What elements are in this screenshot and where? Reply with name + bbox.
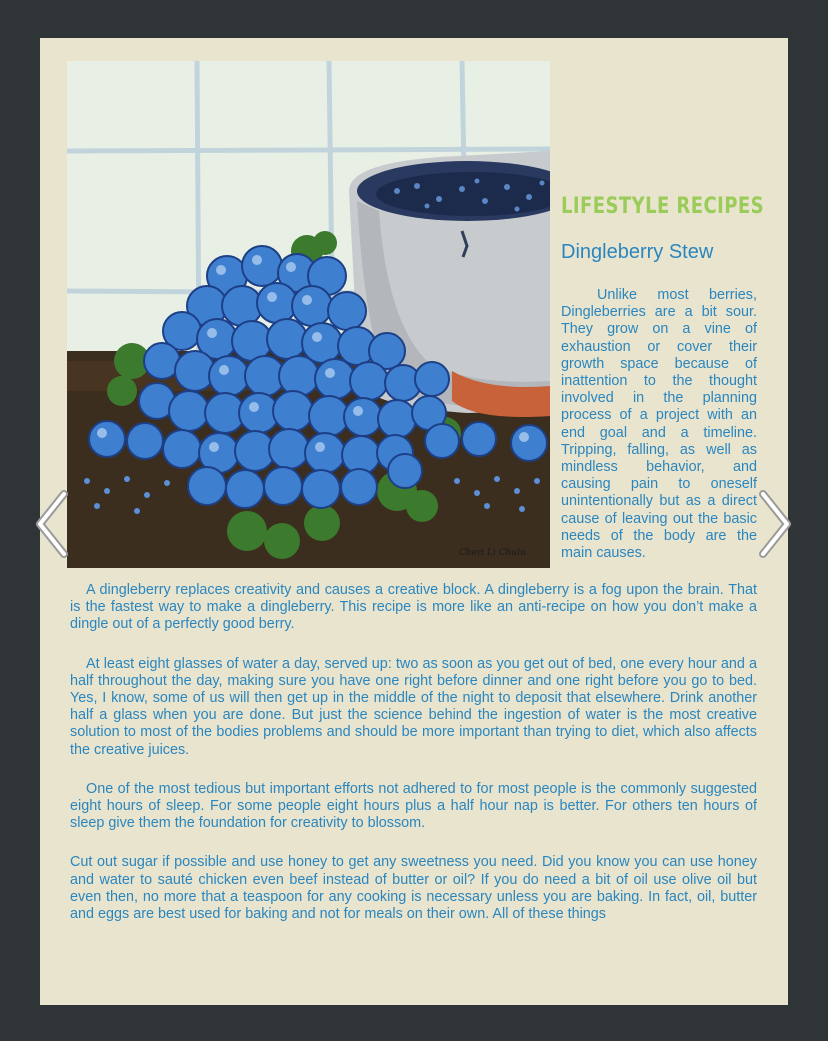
paragraph-4: Cut out sugar if possible and use honey to get any sweetness you need. Did you know you can use honey and water to sauté chicken even beef instead of butter or oil? If you do need a bit of oil use olive oil but even then, no more that a teaspoon for any cooking is necessary unless you are baking. In fact, oil, butter and eggs are best used for baking and not for meals on their own. All of these things [70,854,757,923]
previous-page-button[interactable] [34,490,70,558]
paragraph-2: At least eight glasses of water a day, served up: two as soon as you get out of bed, one every hour and a half throughout the day, making sure you have one right before dinner and one right before you go to bed. Yes, I know, some of us will then get up in the middle of the night to deposit that elsewhere. Drink another half a glass when you are done. But just the science behind the ingestion of water is the most creative solution to most of the bodies problems and should be more important than trying to diet, which also affects the creative juices. [70,655,757,758]
blueberry-painting [67,61,550,568]
chevron-right-icon [757,490,793,558]
next-page-button[interactable] [757,490,793,558]
paragraph-1: A dingleberry replaces creativity and causes a creative block. A dingleberry is a fog upon the brain. That is the fastest way to make a dingleberry. This recipe is more like an anti-recipe on how you don’t make a dingle out of a perfectly good berry. [70,582,757,633]
sidebar-column [561,188,764,562]
paragraph-3: One of the most tedious but important efforts not adhered to for most people is the commonly suggested eight hours of sleep. For some people eight hours plus a half hour nap is better. For others ten hours of sleep give them the foundation for creativity to blossom. [70,780,757,832]
intro-paragraph: Unlike most berries, Dingleberries are a bit sour. They grow on a vine of exhaustion or cover their growth space because of inattention to the thought involved in the planning process of a project with an end goal and a timeline. Tripping, falling, as well as mindless behavior, and causing pain to oneself unintentionally but as a direct cause of leaving out the basic needs of the body are the main causes. [561,287,757,562]
article-body [70,582,757,945]
magazine-page [40,38,788,1005]
section-title: LIFESTYLE RECIPES [561,194,764,219]
painting-signature: Cheri Li Chulu [459,548,526,558]
recipe-title: Dingleberry Stew [561,241,714,263]
chevron-left-icon [34,490,70,558]
